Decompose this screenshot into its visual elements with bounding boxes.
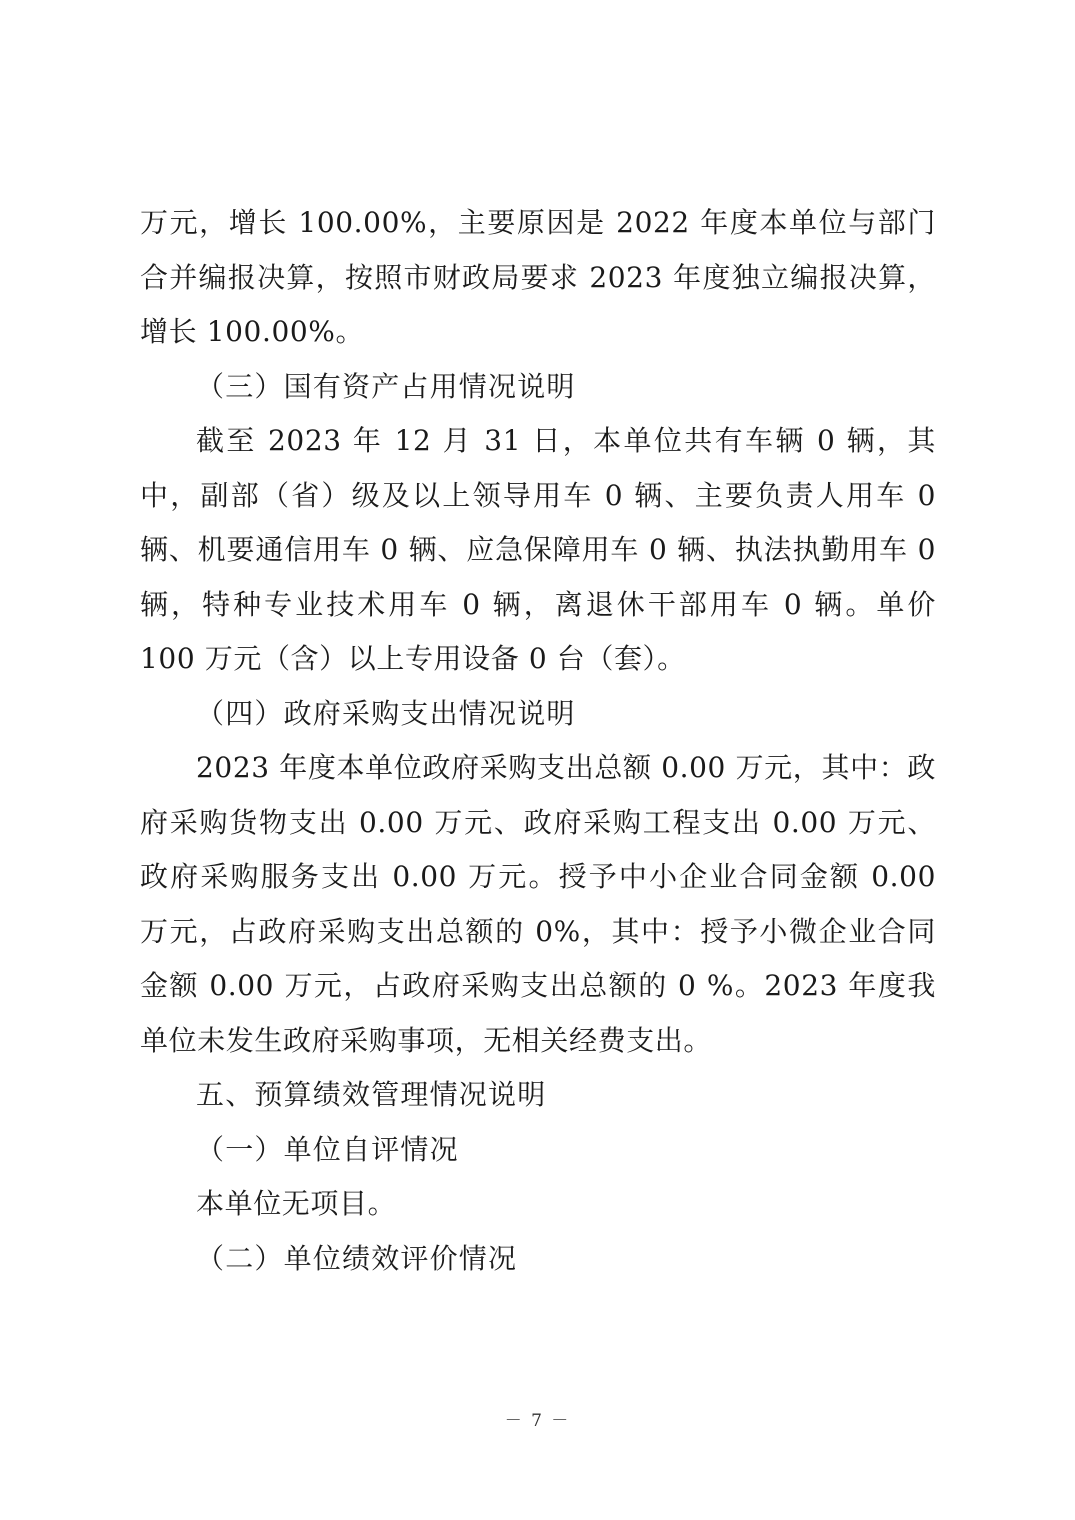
paragraph-state-assets: 截至 2023 年 12 月 31 日，本单位共有车辆 0 辆，其中，副部（省）级及以上领导用车 0 辆、主要负责人用车 0 辆、机要通信用车 0 辆、应急保障用车 0 辆、执法执勤用车 0 辆，特种专业技术用车 0 辆，离退休干部用车 0 辆。单价 100 万元（含）以上专用设备 0 台（套）。 — [140, 424, 936, 675]
heading-self-evaluation: （一）单位自评情况 — [196, 1132, 459, 1166]
paragraph-self-evaluation: 本单位无项目。 — [196, 1187, 397, 1220]
page-body — [140, 196, 936, 1286]
paragraph-budget-increase: 万元，增长 100.00%，主要原因是 2022 年度本单位与部门合并编报决算，按照市财政局要求 2023 年度独立编报决算，增长 100.00%。 — [140, 206, 936, 348]
heading-government-procurement: （四）政府采购支出情况说明 — [196, 696, 576, 730]
heading-performance-management: 五、预算绩效管理情况说明 — [196, 1078, 547, 1111]
page-number: － 7 － — [504, 1411, 571, 1431]
heading-state-assets: （三）国有资产占用情况说明 — [196, 369, 576, 403]
heading-unit-performance-evaluation: （二）单位绩效评价情况 — [196, 1241, 518, 1275]
paragraph-government-procurement: 2023 年度本单位政府采购支出总额 0.00 万元，其中：政府采购货物支出 0.00 万元、政府采购工程支出 0.00 万元、政府采购服务支出 0.00 万元。授予中小企业合同金额 0.00 万元，占政府采购支出总额的 0%，其中：授予小微企业合同金额 0.00 万元，占政府采购支出总额的 0 %。2023 年度我单位未发生政府采购事项，无相关经费支出。 — [140, 751, 936, 1057]
